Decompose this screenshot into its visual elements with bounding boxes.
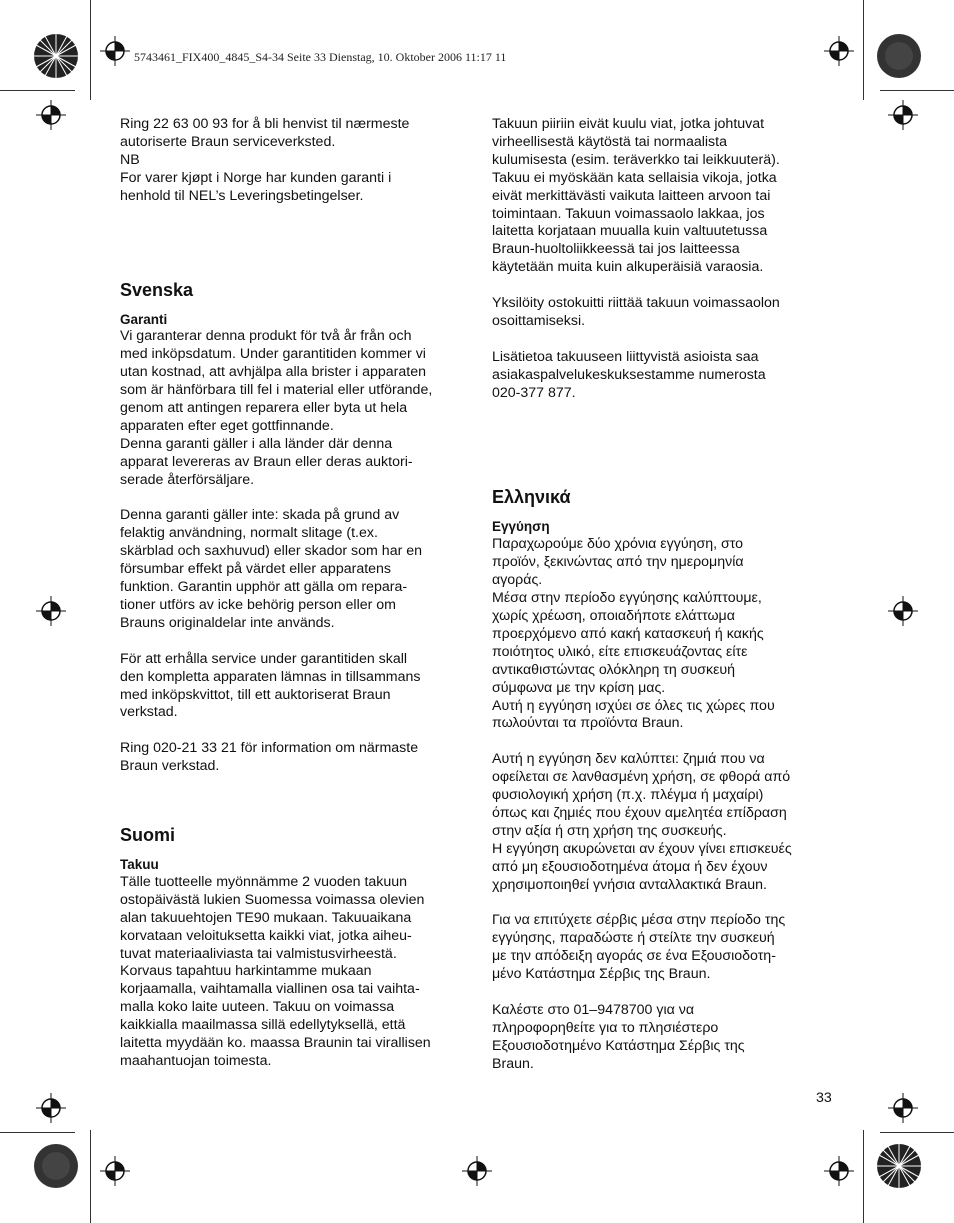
left-column xyxy=(120,116,465,1071)
registration-mark-icon xyxy=(888,596,918,626)
svenska-paragraph-1: Vi garanterar denna produkt för två år från och med inköpsdatum. Under garantitiden kommer vi utan kostnad, att avhjälpa alla brister i apparaten som är hänförbara till fel i material eller utförande, genom att antingen reparera eller byta ut hela apparaten efter eget gottfinnande. Denna garanti gäller i alla länder där denna apparat levereras av Braun eller deras auktori- serade återförsäljare. xyxy=(120,328,433,488)
subtitle-greek-warranty: Εγγύηση xyxy=(492,519,550,535)
section-title-svenska: Svenska xyxy=(120,279,194,300)
suomi-paragraph-1: Tälle tuotteelle myönnämme 2 vuoden takuun ostopäivästä lukien Suomessa voimassa olevien alan takuuehtojen TE90 mukaan. Takuuaikana korvataan veloituksetta kaikki viat, jotka aiheu- tuvat materiaaliviasta tai valmistusvirheestä. Korvaus tapahtuu harkintamme mukaan korjaamalla, vaihtamalla viallinen osa tai vaihta- malla koko laite uuteen. Takuu on voimassa kaikkialla maailmassa sillä edellytyksellä, että laitetta myydään ko. maassa Braunin tai virallisen maahantuojan toimesta. xyxy=(120,873,431,1070)
registration-mark-icon xyxy=(824,36,854,66)
greek-paragraph-4: Καλέστε στο 01–9478700 για να πληροφορηθείτε για το πλησιέστερο Εξουσιοδοτημένο Κατάστημα Σέρβις της Braun. xyxy=(492,1001,745,1072)
greek-paragraph-1: Παραχωρούμε δύο χρόνια εγγύηση, στο προϊόν, ξεκινώντας από την ημερομηνία αγοράς. Μέσα στην περίοδο εγγύησης καλύπτουμε, χωρίς χρέωση, οποιαδήποτε ελάττωμα προερχόμενο από κακή κατασκευή ή κακής ποιότητος υλικό, είτε επισκευάζοντας είτε αντικαθιστώντας ολόκληρη τη συσκευή σύμφωνα με την κρίση μας. Αυτή η εγγύηση ισχύει σε όλες τις χώρες που πωλούνται τα προϊόντα Braun. xyxy=(492,536,775,732)
suomi-paragraph-2: Takuun piiriin eivät kuulu viat, jotka johtuvat virheellisestä käytöstä tai normaalista kulumisesta (esim. teräverkko tai leikkuuterä). Takuu ei myöskään kata sellaisia vikoja, jotka eivät merkittävästi vaikuta laitteen arvoon tai toimintaan. Takuun voimassaolo lakkaa, jos laitetta korjataan muualla kuin valtuutetussa Braun-huoltoliikkeessä tai jos laitteessa käytetään muita kuin alkuperäisiä varaosia. xyxy=(492,116,780,276)
svenska-paragraph-4: Ring 020-21 33 21 för information om närmaste Braun verkstad. xyxy=(120,740,419,775)
star-target-icon xyxy=(876,1143,922,1189)
crop-line-bottom-right-horizontal xyxy=(880,1132,954,1133)
right-column xyxy=(492,116,837,1074)
subtitle-takuu: Takuu xyxy=(120,857,159,873)
suomi-paragraph-4: Lisätietoa takuuseen liittyvistä asioista saa asiakaspalvelukeskuksestamme numerosta 020-377 877. xyxy=(492,348,766,401)
registration-mark-icon xyxy=(36,596,66,626)
norwegian-service-paragraph: Ring 22 63 00 93 for å bli henvist til nærmeste autoriserte Braun serviceverksted. NB For varer kjøpt i Norge har kunden garanti i henhold til NEL’s Leveringsbetingelser. xyxy=(120,116,410,204)
crop-line-bottom-left-vertical xyxy=(90,1130,91,1223)
section-title-greek: Ελληνικά xyxy=(492,487,571,508)
crop-line-bottom-right-vertical xyxy=(863,1130,864,1223)
crop-line-top-left-vertical xyxy=(90,0,91,100)
greek-paragraph-3: Για να επιτύχετε σέρβις μέσα στην περίοδο της εγγύησης, παραδώστε ή στείλτε την συσκευή με την απόδειξη αγοράς σε ένα Εξουσιοδοτη- μένο Κατάστημα Σέρβις της Braun. xyxy=(492,912,786,983)
registration-mark-icon xyxy=(888,100,918,130)
suomi-paragraph-3: Yksilöity ostokuitti riittää takuun voimassaolon osoittamiseksi. xyxy=(492,295,780,329)
print-header: 5743461_FIX400_4845_S4-34 Seite 33 Dienstag, 10. Oktober 2006 11:17 11 xyxy=(134,50,507,64)
registration-mark-icon xyxy=(36,100,66,130)
registration-mark-icon xyxy=(36,1093,66,1123)
density-target-icon xyxy=(33,1143,79,1189)
registration-mark-icon xyxy=(100,1156,130,1186)
svenska-paragraph-2: Denna garanti gäller inte: skada på grund av felaktig användning, normalt slitage (t.ex. skärblad och saxhuvud) eller skador som har en försumbar effekt på värdet eller apparatens funktion. Garantin upphör att gälla om repara- tioner utförs av icke behörig person eller om Brauns originaldelar inte används. xyxy=(120,507,423,631)
crop-line-top-right-horizontal xyxy=(880,90,954,91)
registration-mark-icon xyxy=(462,1156,492,1186)
section-title-suomi: Suomi xyxy=(120,825,176,846)
greek-paragraph-2: Αυτή η εγγύηση δεν καλύπτει: ζημιά που να οφείλεται σε λανθασμένη χρήση, σε φθορά από φυσιολογική χρήση (π.χ. πλέγμα ή μαχαίρι) όπως και ζημιές που έχουν αμελητέα επίδραση στην αξία ή στη χρήση της συσκευής. Η εγγύηση ακυρώνεται αν έχουν γίνει επισκευές από μη εξουσιοδοτημένα άτομα ή δεν έχουν χρησιμοποιηθεί γνήσια ανταλλακτικά Braun. xyxy=(492,751,792,893)
crop-line-top-right-vertical xyxy=(863,0,864,100)
subtitle-garanti: Garanti xyxy=(120,311,168,327)
page-number: 33 xyxy=(816,1090,832,1106)
registration-mark-icon xyxy=(100,36,130,66)
crop-line-bottom-left-horizontal xyxy=(0,1132,75,1133)
registration-mark-icon xyxy=(824,1156,854,1186)
svenska-paragraph-3: För att erhålla service under garantitiden skall den kompletta apparaten lämnas in tillsammans med inköpskvittot, till ett auktoriserat Braun verkstad. xyxy=(120,650,421,721)
crop-line-top-left-horizontal xyxy=(0,90,75,91)
star-target-icon xyxy=(33,33,79,79)
registration-mark-icon xyxy=(888,1093,918,1123)
density-target-icon xyxy=(876,33,922,79)
